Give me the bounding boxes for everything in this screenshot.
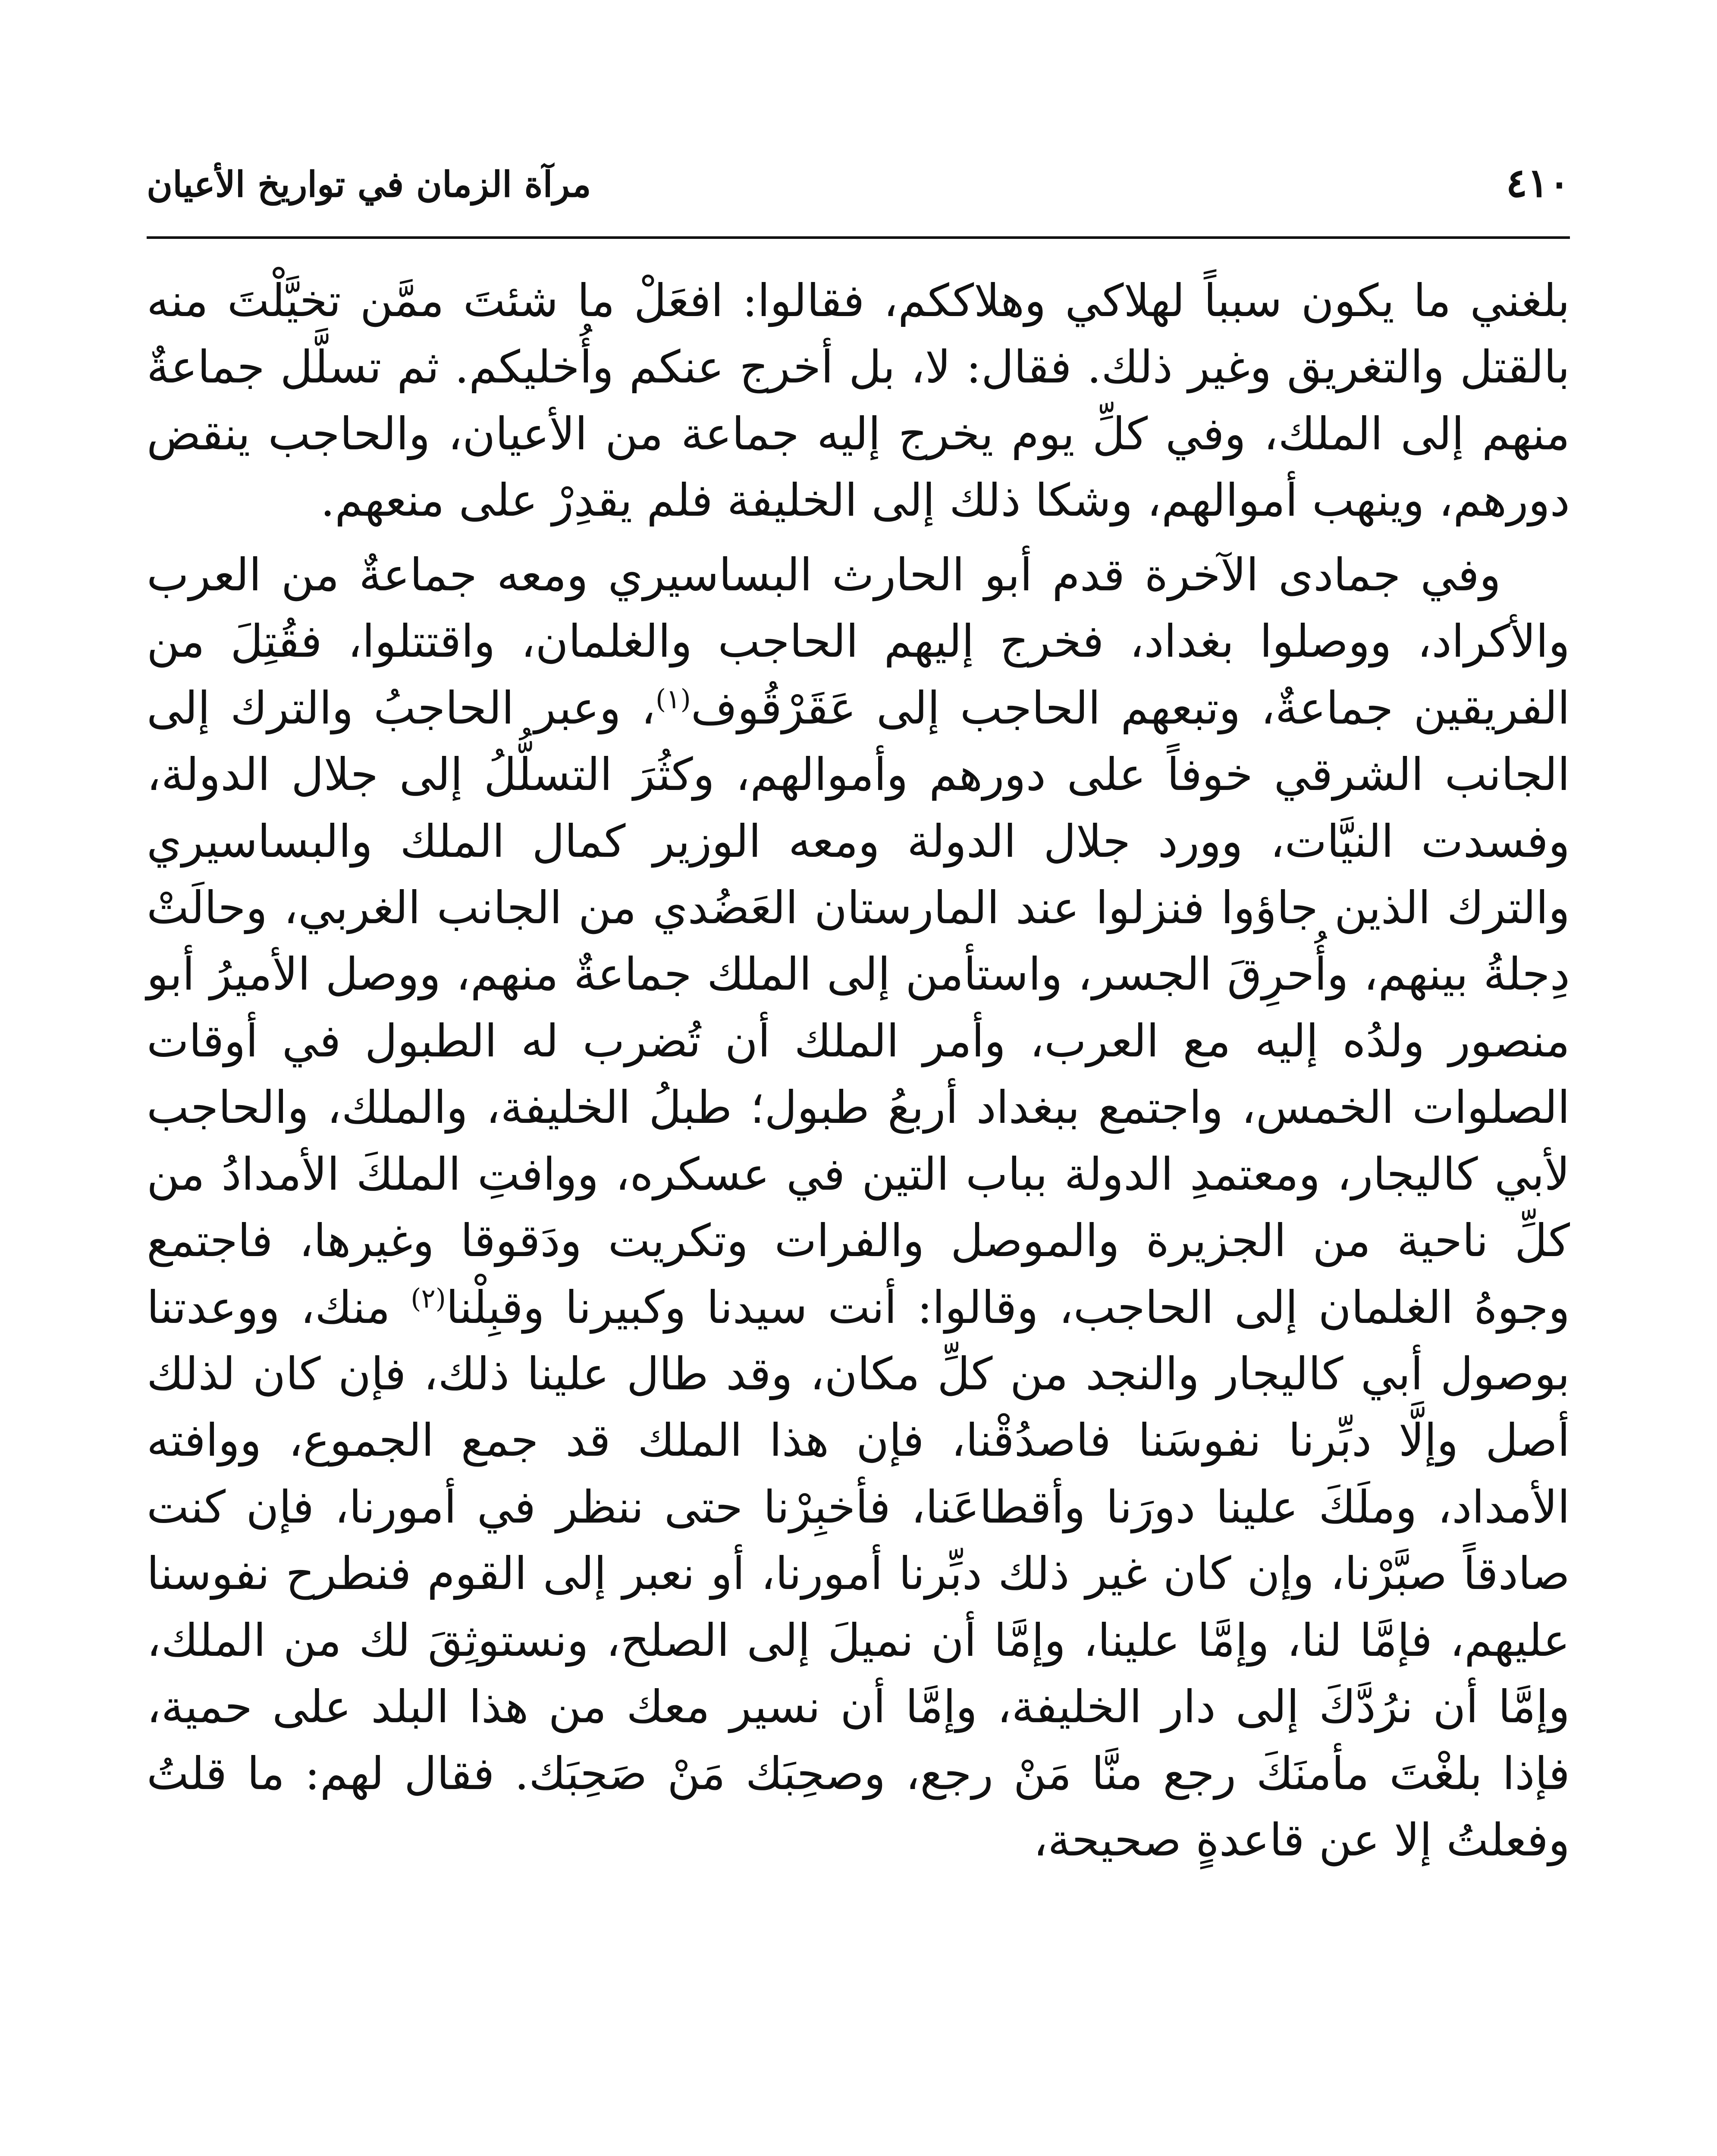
footnote-ref-2: (٢) — [411, 1282, 446, 1314]
footnote-ref-1: (١) — [656, 683, 691, 714]
paragraph-2-text-c: منك، ووعدتنا بوصول أبي كاليجار والنجد من كلِّ مكان، وقد طال علينا ذلك، فإن كان لذلك أصل وإلَّا دبِّرنا نفوسَنا فاصدُقْنا، فإن هذا الملك قد جمع الجموع، ووافته الأمداد، وملَكَ علينا دورَنا وأقطاعَنا، فأخبِرْنا حتى ننظر في أمورنا، فإن كنت صادقاً صبَّرْنا، وإن كان غير ذلك دبِّرنا أمورنا، أو نعبر إلى القوم فنطرح نفوسنا عليهم، فإمَّا لنا، وإمَّا علينا، وإمَّا أن نميلَ إلى الصلح، ونستوثِقَ لك من الملك، وإمَّا أن نرُدَّكَ إلى دار الخليفة، وإمَّا أن نسير معك من هذا البلد على حمية، فإذا بلغْتَ مأمنَكَ رجع منَّا مَنْ رجع، وصحِبَك مَنْ صَحِبَك. فقال لهم: ما قلتُ وفعلتُ إلا عن قاعدةٍ صحيحة، — [147, 1281, 1570, 1867]
main-text — [147, 267, 1570, 1874]
paragraph-2-text-a: وفي جمادى الآخرة قدم أبو الحارث البساسيري ومعه جماعةٌ من العرب والأكراد، ووصلوا بغداد، فخرج إليهم الحاجب والغلمان، واقتتلوا، فقُتِلَ من الفريقين جماعةٌ، وتبعهم الحاجب إلى عَقَرْقُوف — [147, 548, 1570, 734]
page-header — [147, 142, 1570, 229]
paragraph-2-text-b: ، وعبر الحاجبُ والترك إلى الجانب الشرقي خوفاً على دورهم وأموالهم، وكثُرَ التسلُّلُ إلى جلال الدولة، وفسدت النيَّات، وورد جلال الدولة ومعه الوزير كمال الملك والبساسيري والترك الذين جاؤوا فنزلوا عند المارستان العَضُدي من الجانب الغربي، وحالَتْ دِجلةُ بينهم، وأُحرِقَ الجسر، واستأمن إلى الملك جماعةٌ منهم، ووصل الأميرُ أبو منصور ولدُه إليه مع العرب، وأمر الملك أن تُضرب له الطبول في أوقات الصلوات الخمس، واجتمع ببغداد أربعُ طبول؛ طبلُ الخليفة، والملك، والحاجب لأبي كاليجار، ومعتمدِ الدولة بباب التين في عسكره، ووافتِ الملكَ الأمدادُ من كلِّ ناحية من الجزيرة والموصل والفرات وتكريت ودَقوقا وغيرها، فاجتمع وجوهُ الغلمان إلى الحاجب، وقالوا: أنت سيدنا وكبيرنا وقبِلْنا — [147, 681, 1570, 1334]
page-number: ٤١٠ — [1506, 160, 1570, 206]
running-title: مرآة الزمان في تواريخ الأعيان — [147, 164, 591, 205]
paragraph-2 — [147, 542, 1570, 1874]
header-divider — [147, 236, 1570, 239]
paragraph-1: بلغني ما يكون سبباً لهلاكي وهلاككم، فقالوا: افعَلْ ما شئتَ ممَّن تخيَّلْتَ منه بالقتل والتغريق وغير ذلك. فقال: لا، بل أخرج عنكم وأُخليكم. ثم تسلَّل جماعةٌ منهم إلى الملك، وفي كلِّ يوم يخرج إليه جماعة من الأعيان، والحاجب ينقض دورهم، وينهب أموالهم، وشكا ذلك إلى الخليفة فلم يقدِرْ على منعهم. — [147, 274, 1570, 527]
